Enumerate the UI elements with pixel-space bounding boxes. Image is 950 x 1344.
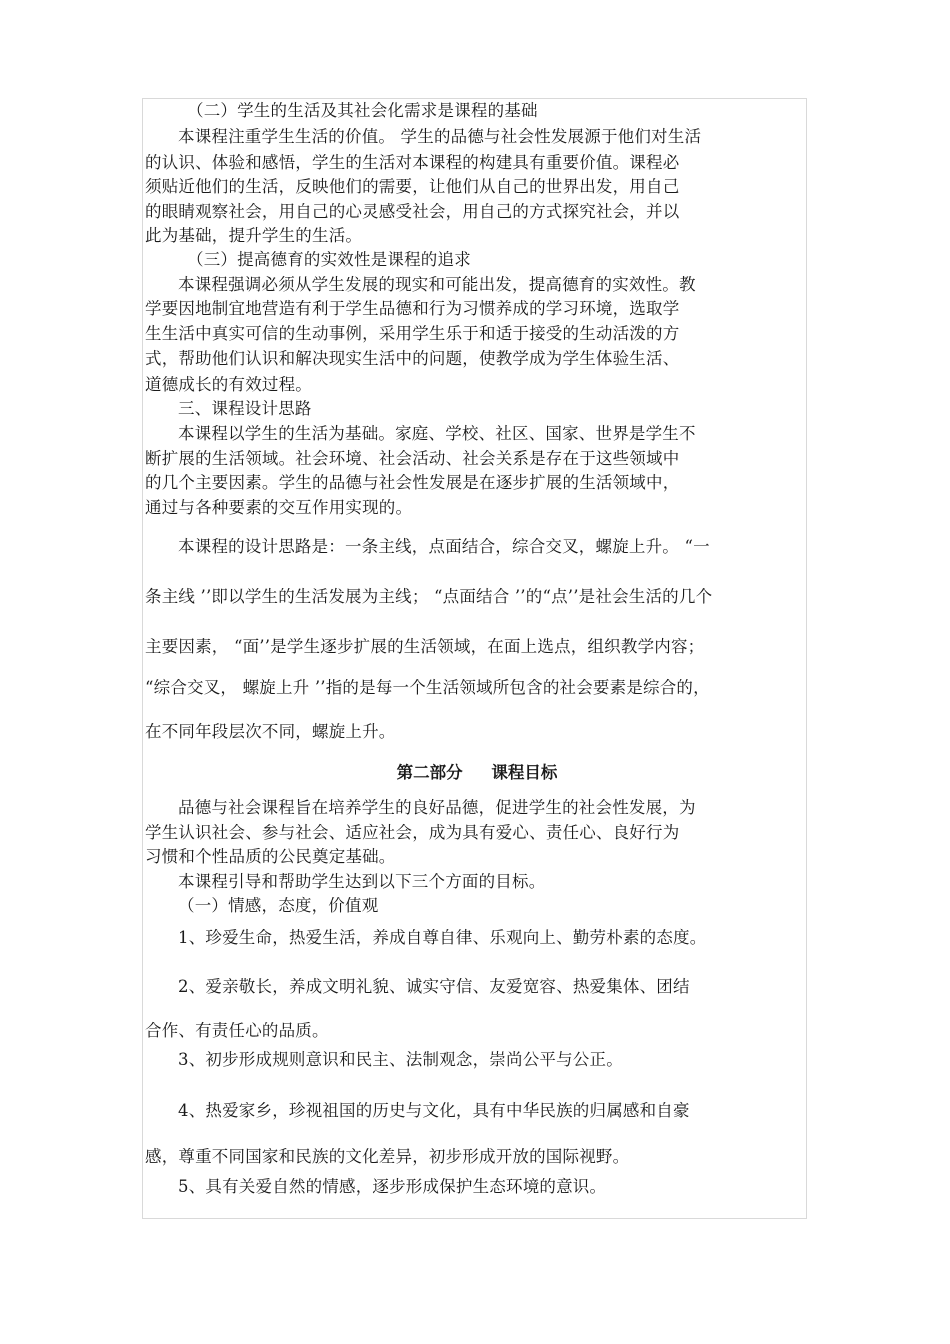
- paragraph-line: 学要因地制宜地营造有利于学生品德和行为习惯养成的学习环境，选取学: [145, 299, 680, 318]
- paragraph-line: 本课程的设计思路是：一条主线，点面结合，综合交叉，螺旋上升。 “一: [178, 537, 710, 556]
- paragraph-line: 的几个主要因素。学生的品德与社会性发展是在逐步扩展的生活领域中，: [145, 473, 680, 492]
- paragraph-line: 在不同年段层次不同，螺旋上升。: [145, 722, 396, 741]
- objective-item-4: 4、热爱家乡，珍视祖国的历史与文化，具有中华民族的归属感和自豪: [178, 1101, 690, 1120]
- subsection-heading-3: （三）提高德育的实效性是课程的追求: [187, 250, 471, 269]
- part-title: 第二部分 课程目标: [396, 763, 558, 782]
- objective-item-2: 2、爱亲敬长，养成文明礼貌、诚实守信、友爱宽容、热爱集体、团结: [178, 977, 690, 996]
- paragraph-line: 式，帮助他们认识和解决现实生活中的问题，使教学成为学生体验生活、: [145, 349, 680, 368]
- paragraph-line: 本课程注重学生生活的价值。 学生的品德与社会性发展源于他们对生活: [178, 127, 702, 146]
- paragraph-line: 习惯和个性品质的公民奠定基础。: [145, 847, 396, 866]
- paragraph-line: 的眼睛观察社会，用自己的心灵感受社会，用自己的方式探究社会，并以: [145, 202, 680, 221]
- paragraph-line: 通过与各种要素的交互作用实现的。: [145, 498, 413, 517]
- paragraph-line: 的认识、体验和感悟，学生的生活对本课程的构建具有重要价值。课程必: [145, 153, 680, 172]
- paragraph-line: 须贴近他们的生活，反映他们的需要，让他们从自己的世界出发，用自己: [145, 177, 680, 196]
- paragraph-line: 条主线 ’’即以学生的生活发展为主线； “点面结合 ’’的“点’’是社会生活的几个: [145, 587, 713, 606]
- objective-item-1: 1、珍爱生命，热爱生活，养成自尊自律、乐观向上、勤劳朴素的态度。: [178, 928, 707, 947]
- objective-category-heading: （一）情感，态度，价值观: [178, 896, 379, 915]
- objective-item-4-continued: 感，尊重不同国家和民族的文化差异，初步形成开放的国际视野。: [145, 1147, 630, 1166]
- paragraph-line: 主要因素， “面’’是学生逐步扩展的生活领域，在面上选点，组织教学内容；: [145, 637, 705, 656]
- objective-item-3: 3、初步形成规则意识和民主、法制观念，崇尚公平与公正。: [178, 1050, 623, 1069]
- paragraph-line: 道德成长的有效过程。: [145, 375, 312, 394]
- paragraph-line: 断扩展的生活领域。社会环境、社会活动、社会关系是存在于这些领域中: [145, 449, 680, 468]
- objective-item-5: 5、具有关爱自然的情感，逐步形成保护生态环境的意识。: [178, 1177, 607, 1196]
- paragraph-line: 本课程强调必须从学生发展的现实和可能出发，提高德育的实效性。教: [178, 275, 696, 294]
- section-heading-3: 三、课程设计思路: [178, 399, 312, 418]
- paragraph-line: 生生活中真实可信的生动事例，采用学生乐于和适于接受的生动活泼的方: [145, 324, 680, 343]
- paragraph-line: 此为基础，提升学生的生活。: [145, 226, 363, 245]
- objective-item-2-continued: 合作、有责任心的品质。: [145, 1021, 329, 1040]
- paragraph-line: “综合交叉， 螺旋上升 ’’指的是每一个生活领域所包含的社会要素是综合的，: [145, 678, 710, 697]
- paragraph-line: 学生认识社会、参与社会、适应社会，成为具有爱心、责任心、良好行为: [145, 823, 680, 842]
- paragraph-line: 本课程引导和帮助学生达到以下三个方面的目标。: [178, 872, 546, 891]
- paragraph-line: 品德与社会课程旨在培养学生的良好品德，促进学生的社会性发展，为: [178, 798, 696, 817]
- subsection-heading-2: （二）学生的生活及其社会化需求是课程的基础: [187, 101, 538, 120]
- paragraph-line: 本课程以学生的生活为基础。家庭、学校、社区、国家、世界是学生不: [178, 424, 696, 443]
